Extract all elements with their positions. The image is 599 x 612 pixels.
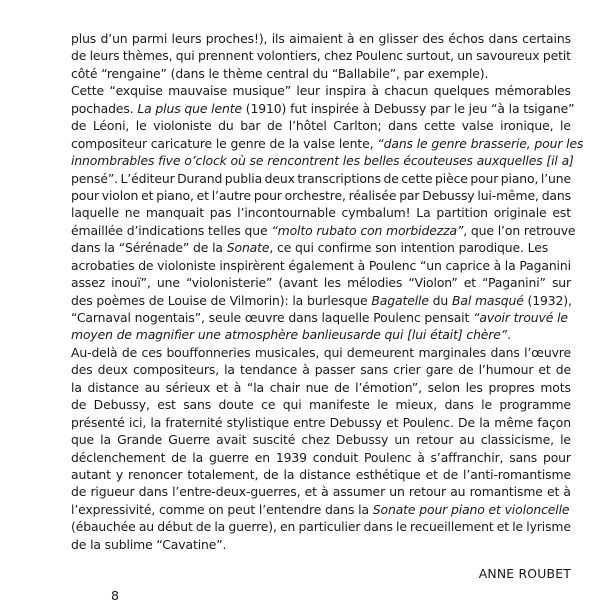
line-text: compositeur caricature le genre de la valse lente,	[71, 135, 378, 151]
text-line	[71, 257, 571, 274]
text-line	[71, 135, 584, 152]
line-text: de la sublime “Cavatine”.	[71, 536, 227, 552]
text-line	[71, 518, 571, 535]
text-line	[71, 152, 574, 169]
text-line	[71, 536, 571, 553]
line-text: (ébauchée au début de la guerre), en particulier dans le recueillement et le lyrisme	[71, 519, 571, 535]
text-line	[71, 396, 571, 413]
text-line	[71, 501, 571, 518]
line-text: présenté ici, la fraternité stylistique entre Debussy et Poulenc. De la même façon	[71, 414, 571, 430]
text-line	[71, 65, 571, 82]
line-text: Cette “exquise mauvaise musique” leur inspira à chacun quelques mémorables	[71, 83, 571, 99]
line-text: l’expressivité, comme on peut l’entendre dans la	[71, 501, 373, 517]
text-line	[71, 274, 571, 291]
italic-quote: “molto rubato con morbidezza”	[271, 222, 464, 238]
text-line	[71, 292, 571, 309]
italic-title: Sonate	[226, 240, 270, 256]
text-line	[71, 449, 571, 466]
line-text: plus d’un parmi leurs proches!), ils aimaient à en glisser des échos dans certains	[71, 31, 571, 46]
line-text: la distance au sérieux et à “la chair nue de l’émotion”, selon les propres mots	[71, 379, 571, 395]
line-text: pochades.	[71, 100, 138, 116]
italic-title: La plus que lente	[137, 100, 242, 116]
line-text: Au-delà de ces bouffonneries musicales, qui demeurent marginales dans l’œuvre	[71, 344, 571, 360]
italic-quote: “dans le genre brasserie, pour les	[377, 135, 584, 151]
text-line	[71, 170, 571, 187]
text-line	[71, 100, 575, 117]
text-line	[71, 344, 571, 361]
text-line	[71, 82, 571, 99]
author-signature: ANNE ROUBET	[478, 566, 571, 581]
line-text: acrobaties de violoniste inspirèrent également à Poulenc “un caprice à la Paganini	[71, 257, 571, 273]
text-line	[71, 239, 571, 256]
text-line	[71, 414, 571, 431]
text-line	[71, 309, 571, 326]
italic-title: Bagatelle	[371, 292, 429, 308]
text-line	[71, 379, 571, 396]
line-text: de rigueur dans l’entre-deux-guerres, et à assumer un retour au romantisme et à	[71, 484, 571, 500]
line-text: (1910) fut inspirée à Debussy par le jeu “à la tsigane”	[241, 100, 575, 116]
text-line	[71, 117, 571, 134]
italic-title: Bal masqué	[451, 292, 524, 308]
text-line	[71, 361, 571, 378]
text-line	[71, 466, 571, 483]
body-text	[71, 30, 584, 553]
italic-quote: “avoir trouvé le	[473, 310, 568, 325]
line-text: , ce qui confirme son intention parodique. Les	[269, 240, 549, 256]
line-text: dans la “Sérénade” de la	[71, 240, 227, 256]
line-text: émaillée d’indications telles que	[71, 222, 272, 238]
italic-quote: innombrables five o’clock où se rencontrent les belles écouteuses auxquelles [il a]	[71, 153, 574, 169]
text-line	[71, 47, 571, 64]
line-text: que la Grande Guerre avait suscité chez Debussy un retour au classicisme, le	[71, 432, 571, 448]
line-text: pour violon et piano, et l’autre pour orchestre, réalisée par Debussy lui-même, dans	[71, 187, 571, 203]
italic-title: Sonate pour piano et violoncelle	[372, 501, 570, 517]
text-line	[71, 431, 571, 448]
line-text: de Debussy, est sans doute ce qui manifeste le mieux, dans le programme	[71, 397, 571, 413]
line-text: , que l’on retrouve	[463, 222, 576, 238]
text-line	[71, 483, 571, 500]
line-text: “Carnaval nogentais”, seule œuvre dans laquelle Poulenc pensait	[71, 310, 474, 325]
line-text: côté “rengaine” (dans le thème central du “Ballabile”, par exemple).	[71, 65, 489, 81]
line-text: autant y renoncer totalement, de la distance esthétique et de l’anti-romantisme	[71, 466, 571, 482]
line-text: des poèmes de Louise de Vilmorin): la burlesque	[71, 292, 372, 308]
line-text: de leurs thèmes, qui prennent volontiers, chez Poulenc surtout, un savoureux petit	[71, 48, 571, 64]
text-line	[71, 204, 571, 221]
line-text: assez inouï”, une “violonisterie” (avant les mélodies “Violon” et “Paganini” sur	[71, 275, 571, 291]
text-line	[71, 187, 571, 204]
line-text: laquelle ne manquait pas l’incontournable cymbalum! La partition originale est	[71, 205, 571, 221]
text-line	[71, 326, 571, 343]
line-text: du	[428, 292, 452, 308]
text-line	[71, 222, 576, 239]
page-number: 8	[111, 588, 120, 603]
text-line	[71, 30, 571, 47]
italic-quote: moyen de magnifier une atmosphère banlieusarde qui [lui était] chère”	[71, 327, 508, 343]
line-text: .	[507, 327, 511, 343]
line-text: de Léoni, le violoniste du bar de l’hôtel Carlton; dans cette valse ironique, le	[71, 118, 571, 134]
line-text: pensé”. L’éditeur Durand publia deux transcriptions de cette pièce pour piano, l’une	[71, 170, 571, 186]
line-text: déclenchement de la guerre en 1939 conduit Poulenc à s’affranchir, sans pour	[71, 449, 571, 465]
line-text: (1932),	[523, 292, 572, 308]
line-text: des deux compositeurs, la tendance à passer sans crier gare de l’humour et de	[71, 362, 571, 378]
